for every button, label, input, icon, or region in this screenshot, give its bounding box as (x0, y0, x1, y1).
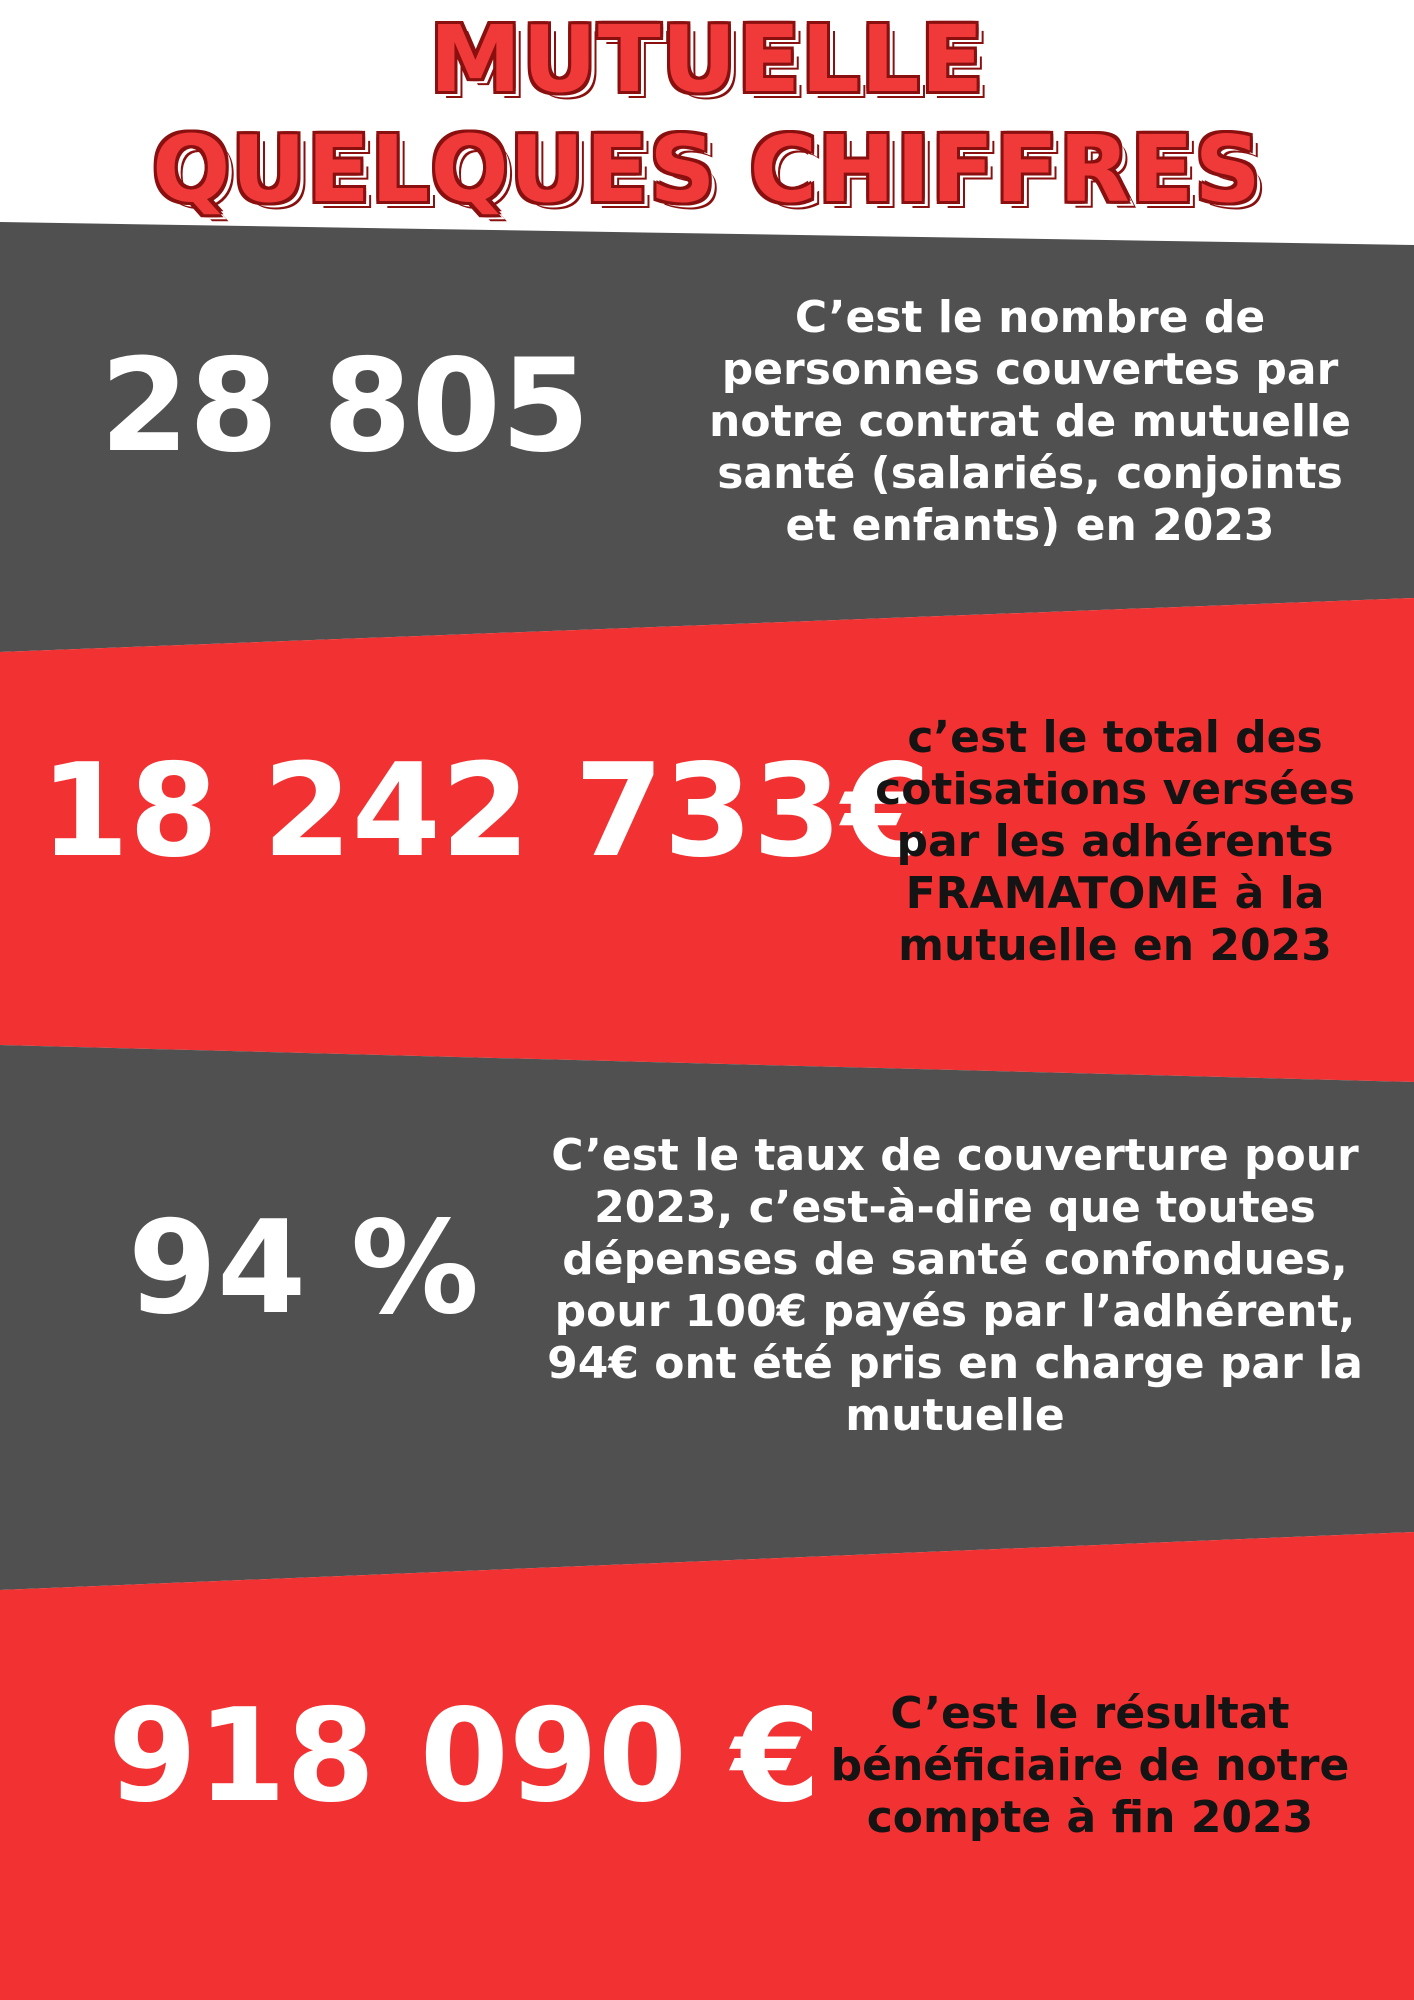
stat-4-description: C’est le résultat bénéficiaire de notre compte à fin 2023 (830, 1688, 1350, 1843)
stat-3-description: C’est le taux de couverture pour 2023, c’est-à-dire que toutes dépenses de santé confondues, pour 100€ payés par l’adhérent, 94€ ont été pris en charge par la mutuelle (547, 1130, 1363, 1441)
stat-3-value: 94 % (128, 1194, 479, 1343)
stat-2-description: c’est le total des cotisations versées par les adhérents FRAMATOME à la mutuelle en 2023 (875, 712, 1355, 971)
stat-4-value: 918 090 € (108, 1682, 821, 1831)
stat-1-description: C’est le nombre de personnes couvertes par notre contrat de mutuelle santé (salariés, conjoints et enfants) en 2023 (709, 292, 1351, 551)
stat-2-value: 18 242 733€ (40, 737, 931, 886)
title-line-1: MUTUELLE (429, 6, 985, 113)
stat-1-value: 28 805 (100, 332, 590, 481)
title-line-2: QUELQUES CHIFFRES (152, 116, 1262, 223)
